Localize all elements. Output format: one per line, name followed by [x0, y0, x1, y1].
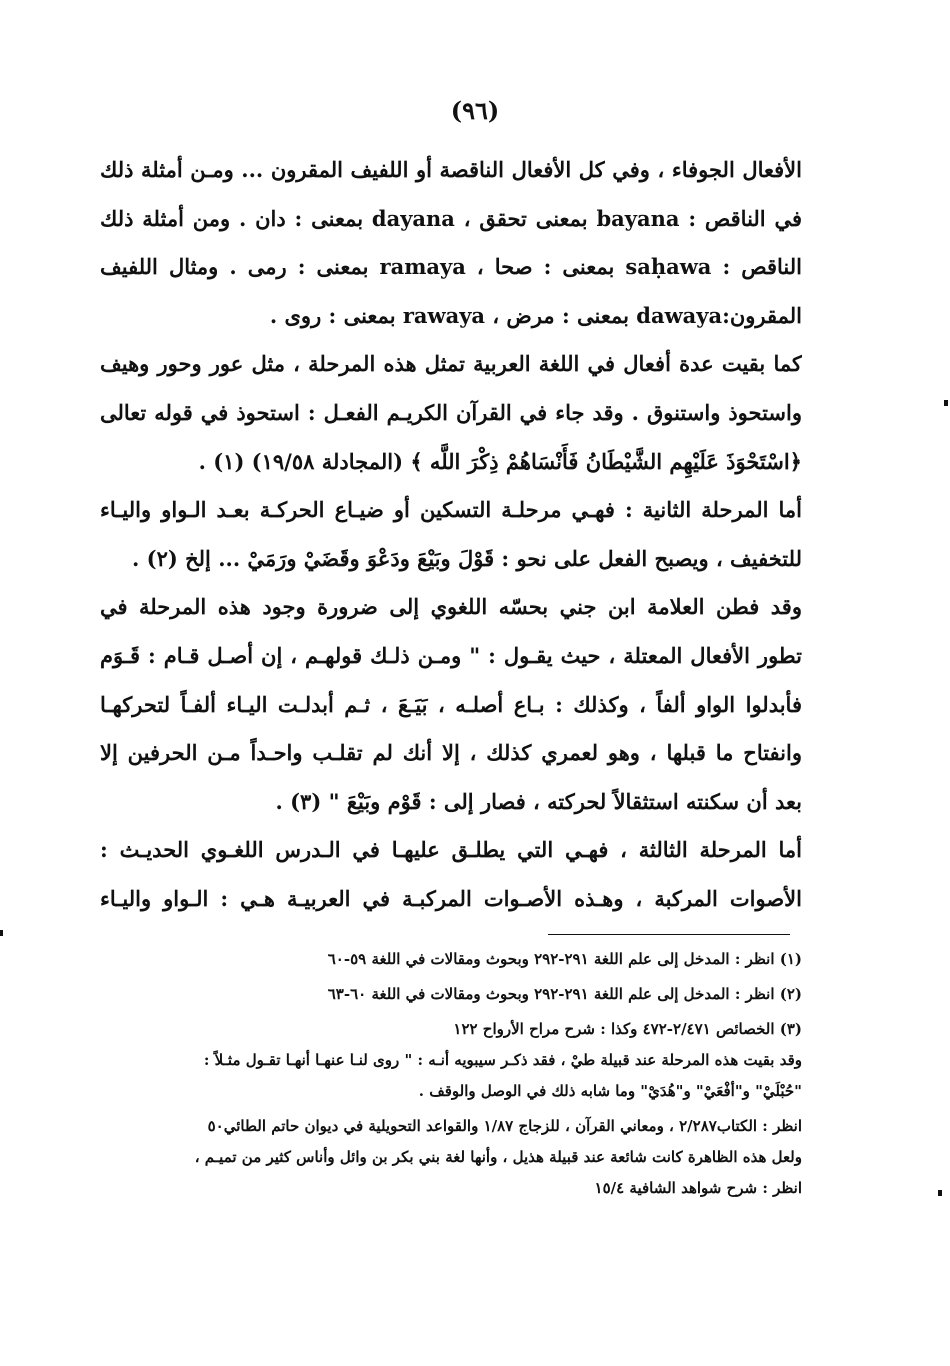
footnotes [100, 944, 802, 1204]
text-line: وانفتاح ما قبلها ، وهو لعمري كذلك ، إلا أنك لم تقلـب واحـداً مـن الحرفين إلا [100, 740, 802, 766]
scan-mark [944, 400, 948, 406]
footnote-1: (١) انظر : المدخل إلى علم اللغة ٢٩١-٢٩٢ وبحوث ومقالات في اللغة ٥٩-٦٠ [327, 950, 802, 968]
paragraph [100, 583, 802, 826]
footnote-note-line: وقد بقيت هذه المرحلة عند قبيلة طيْ ، فقد ذكـر سيبويه أنـه : " روى لنـا عنهـا أنهـا تقـول مثـلاً : [203, 1051, 802, 1069]
text-line: أما المرحلة الثانية : فهـي مرحلـة التسكين أو ضيـاع الحركـة بعـد الـواو واليـاء [100, 497, 802, 523]
footnote-note-line: انظر : شرح شواهد الشافية ١٥/٤ [594, 1179, 802, 1197]
footnote-2: (٢) انظر : المدخل إلى علم اللغة ٢٩١-٢٩٢ وبحوث ومقالات في اللغة ٦٠-٦٣ [327, 985, 802, 1003]
paragraph [100, 146, 802, 340]
text-line: ﴿اسْتَحْوَذَ عَلَيْهِم الشَّيْطَانُ فَأَنْسَاهُمْ ذِكْرَ اللَّه ﴾ (المجادلة ١٩/٥٨) (١) . [198, 448, 802, 474]
text-line: فأبدلوا الواو ألفاً ، وكذلك : بـاع أصلـه ، بَيَـعَ ، ثـم أبدلـت اليـاء ألفـاً لتحركهـا [100, 691, 802, 717]
footnote-note-line: ولعل هذه الظاهرة كانت شائعة عند قبيلة هذيل ، وأنها لغة بني بكر بن وائل وأناس كثير من تميـم ، [194, 1148, 802, 1166]
main-text [100, 146, 802, 924]
scan-mark [0, 930, 3, 936]
footnote-separator [548, 934, 790, 935]
text-line: الناقص : saḥawa بمعنى : صحا ، ramaya بمعنى : رمى . ومثال اللفيف [100, 254, 802, 280]
footnote-note-line: انظر : الكتاب٢/٢٨٧ ، ومعاني القرآن ، للزجاج ١/٨٧ والقواعد التحويلية في ديوان حاتم الطائي٥٠ [207, 1117, 802, 1135]
text-line: أما المرحلة الثالثة ، فهـي التي يطلـق عليهـا في الـدرس اللغـوي الحديـث : [100, 837, 802, 863]
text-line: وقد فطن العلامة ابن جني بحسّه اللغوي إلى ضرورة وجود هذه المرحلة في [100, 594, 802, 620]
text-line: واستحوذ واستنوق . وقد جاء في القرآن الكريـم الفعـل : استحوذ في قوله تعالى [100, 399, 802, 425]
text-line: تطور الأفعال المعتلة ، حيث يقـول : " ومـن ذلـك قولهـم ، إن أصـل قـام : قَـوَم [100, 642, 802, 668]
text-line: المقرون:dawaya بمعنى : مرض ، rawaya بمعنى : روى . [269, 302, 802, 328]
text-line: بعد أن سكنته استثقالاً لحركته ، فصار إلى : قَوْم وبَيْعَ " (٣) . [275, 788, 802, 814]
paragraph [100, 486, 802, 583]
footnote-3: (٣) الخصائص ٢/٤٧١-٤٧٢ وكذا : شرح مراح الأرواح ١٢٢ [453, 1020, 802, 1038]
text-line: كما بقيت عدة أفعال في اللغة العربية تمثل هذه المرحلة ، مثل عور وحور وهيف [100, 351, 802, 377]
page-number: (٩٦) [450, 96, 500, 125]
text-line: الأصوات المركبة ، وهـذه الأصـوات المركبـة في العربيـة هـي : الـواو واليـاء [100, 885, 802, 911]
text-line: في الناقص : bayana بمعنى تحقق ، dayana بمعنى : دان . ومن أمثلة ذلك [100, 205, 802, 231]
paragraph [100, 826, 802, 923]
text-line: الأفعال الجوفاء ، وفي كل الأفعال الناقصة أو اللفيف المقرون ... ومـن أمثلة ذلك [100, 157, 802, 182]
footnote-note-line: "حُبْلَيْ" و"أفْعَيْ" و"هُدَيْ" وما شابه ذلك في الوصل والوقف . [418, 1082, 802, 1100]
paragraph [100, 340, 802, 486]
text-line: للتخفيف ، ويصبح الفعل على نحو : قَوْلَ وبَيْعَ ودَعْوَ وقَضَيْ ورَمَيْ ... إلخ (٢) . [132, 545, 802, 571]
scan-mark [938, 1190, 942, 1196]
